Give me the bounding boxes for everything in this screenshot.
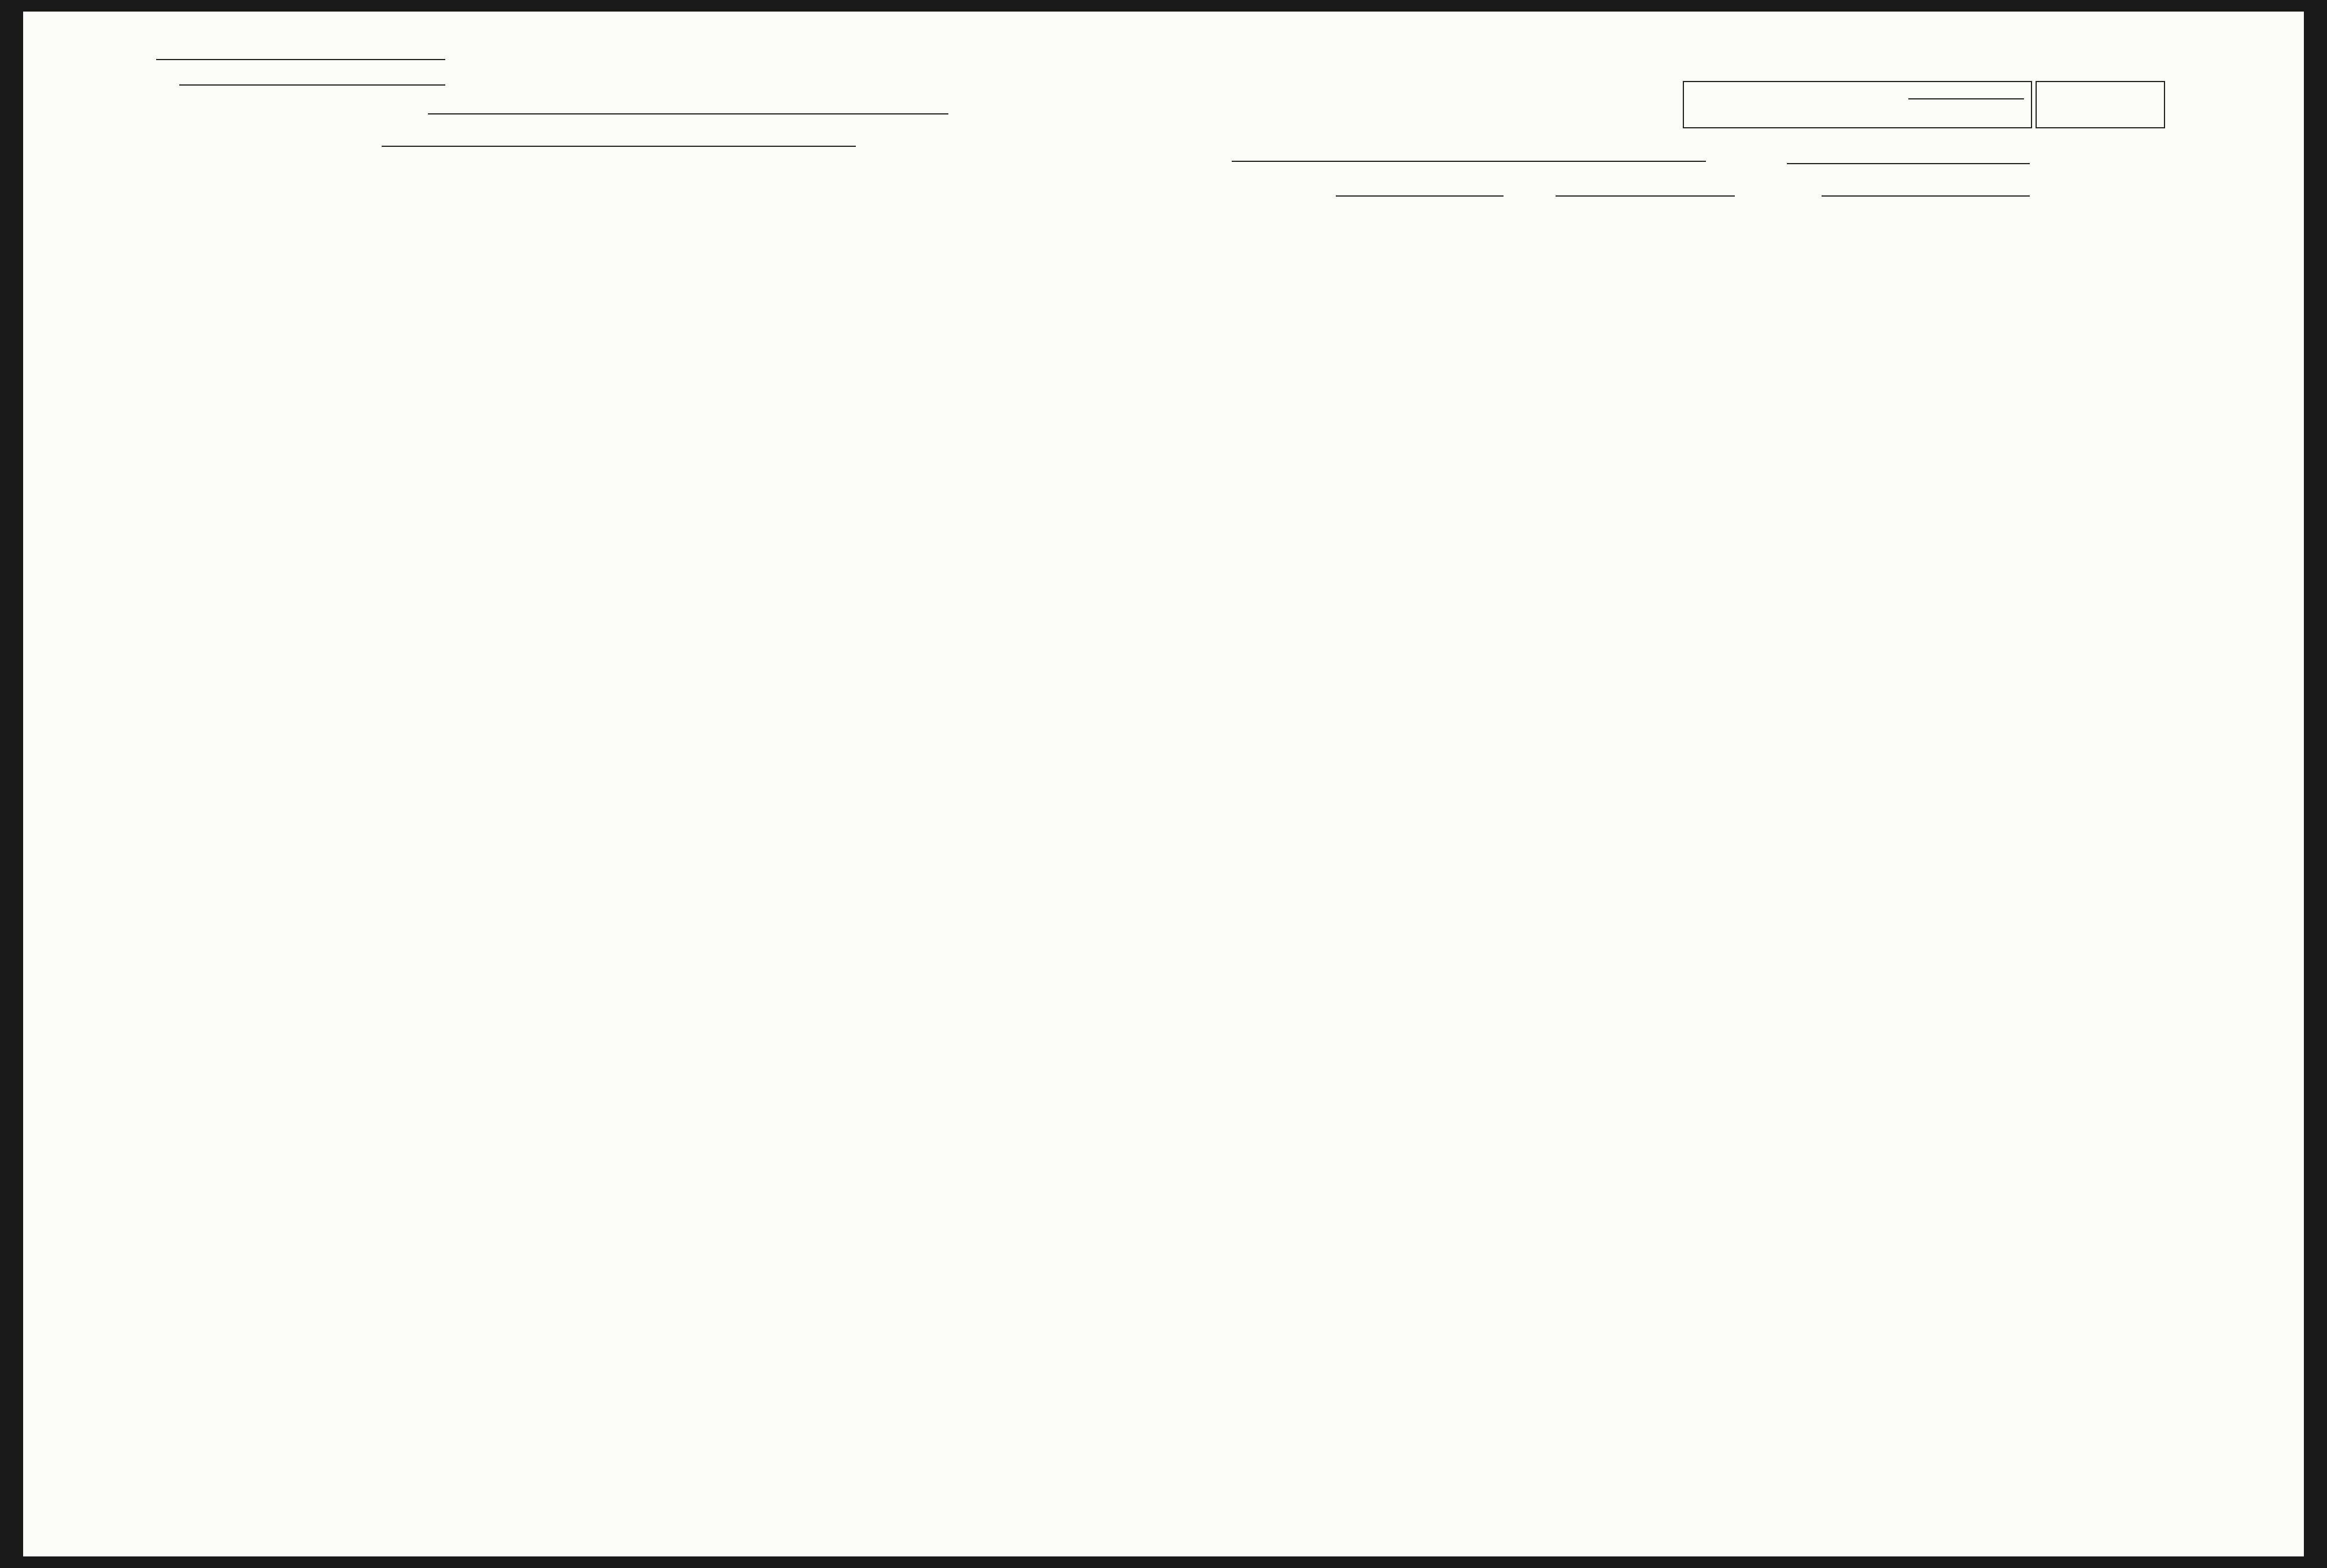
- table-grid: [23, 12, 2304, 1556]
- col-25-header: [1776, 235, 1800, 333]
- col-17-header: [946, 235, 975, 333]
- col-16-header: [914, 235, 941, 333]
- col-18-header: [978, 235, 1007, 333]
- col-12-header: [776, 235, 797, 333]
- col-10-header: [709, 235, 730, 333]
- col-15-header: [881, 235, 910, 333]
- col-9-header: [678, 235, 699, 333]
- col-11-header: [744, 235, 764, 333]
- col-8-header: [652, 235, 671, 333]
- census-sheet: [23, 12, 2304, 1556]
- col-13-header: [808, 235, 839, 333]
- col-14-header: [844, 235, 874, 333]
- col-1-header: [103, 243, 119, 330]
- col-7-header: [631, 235, 650, 333]
